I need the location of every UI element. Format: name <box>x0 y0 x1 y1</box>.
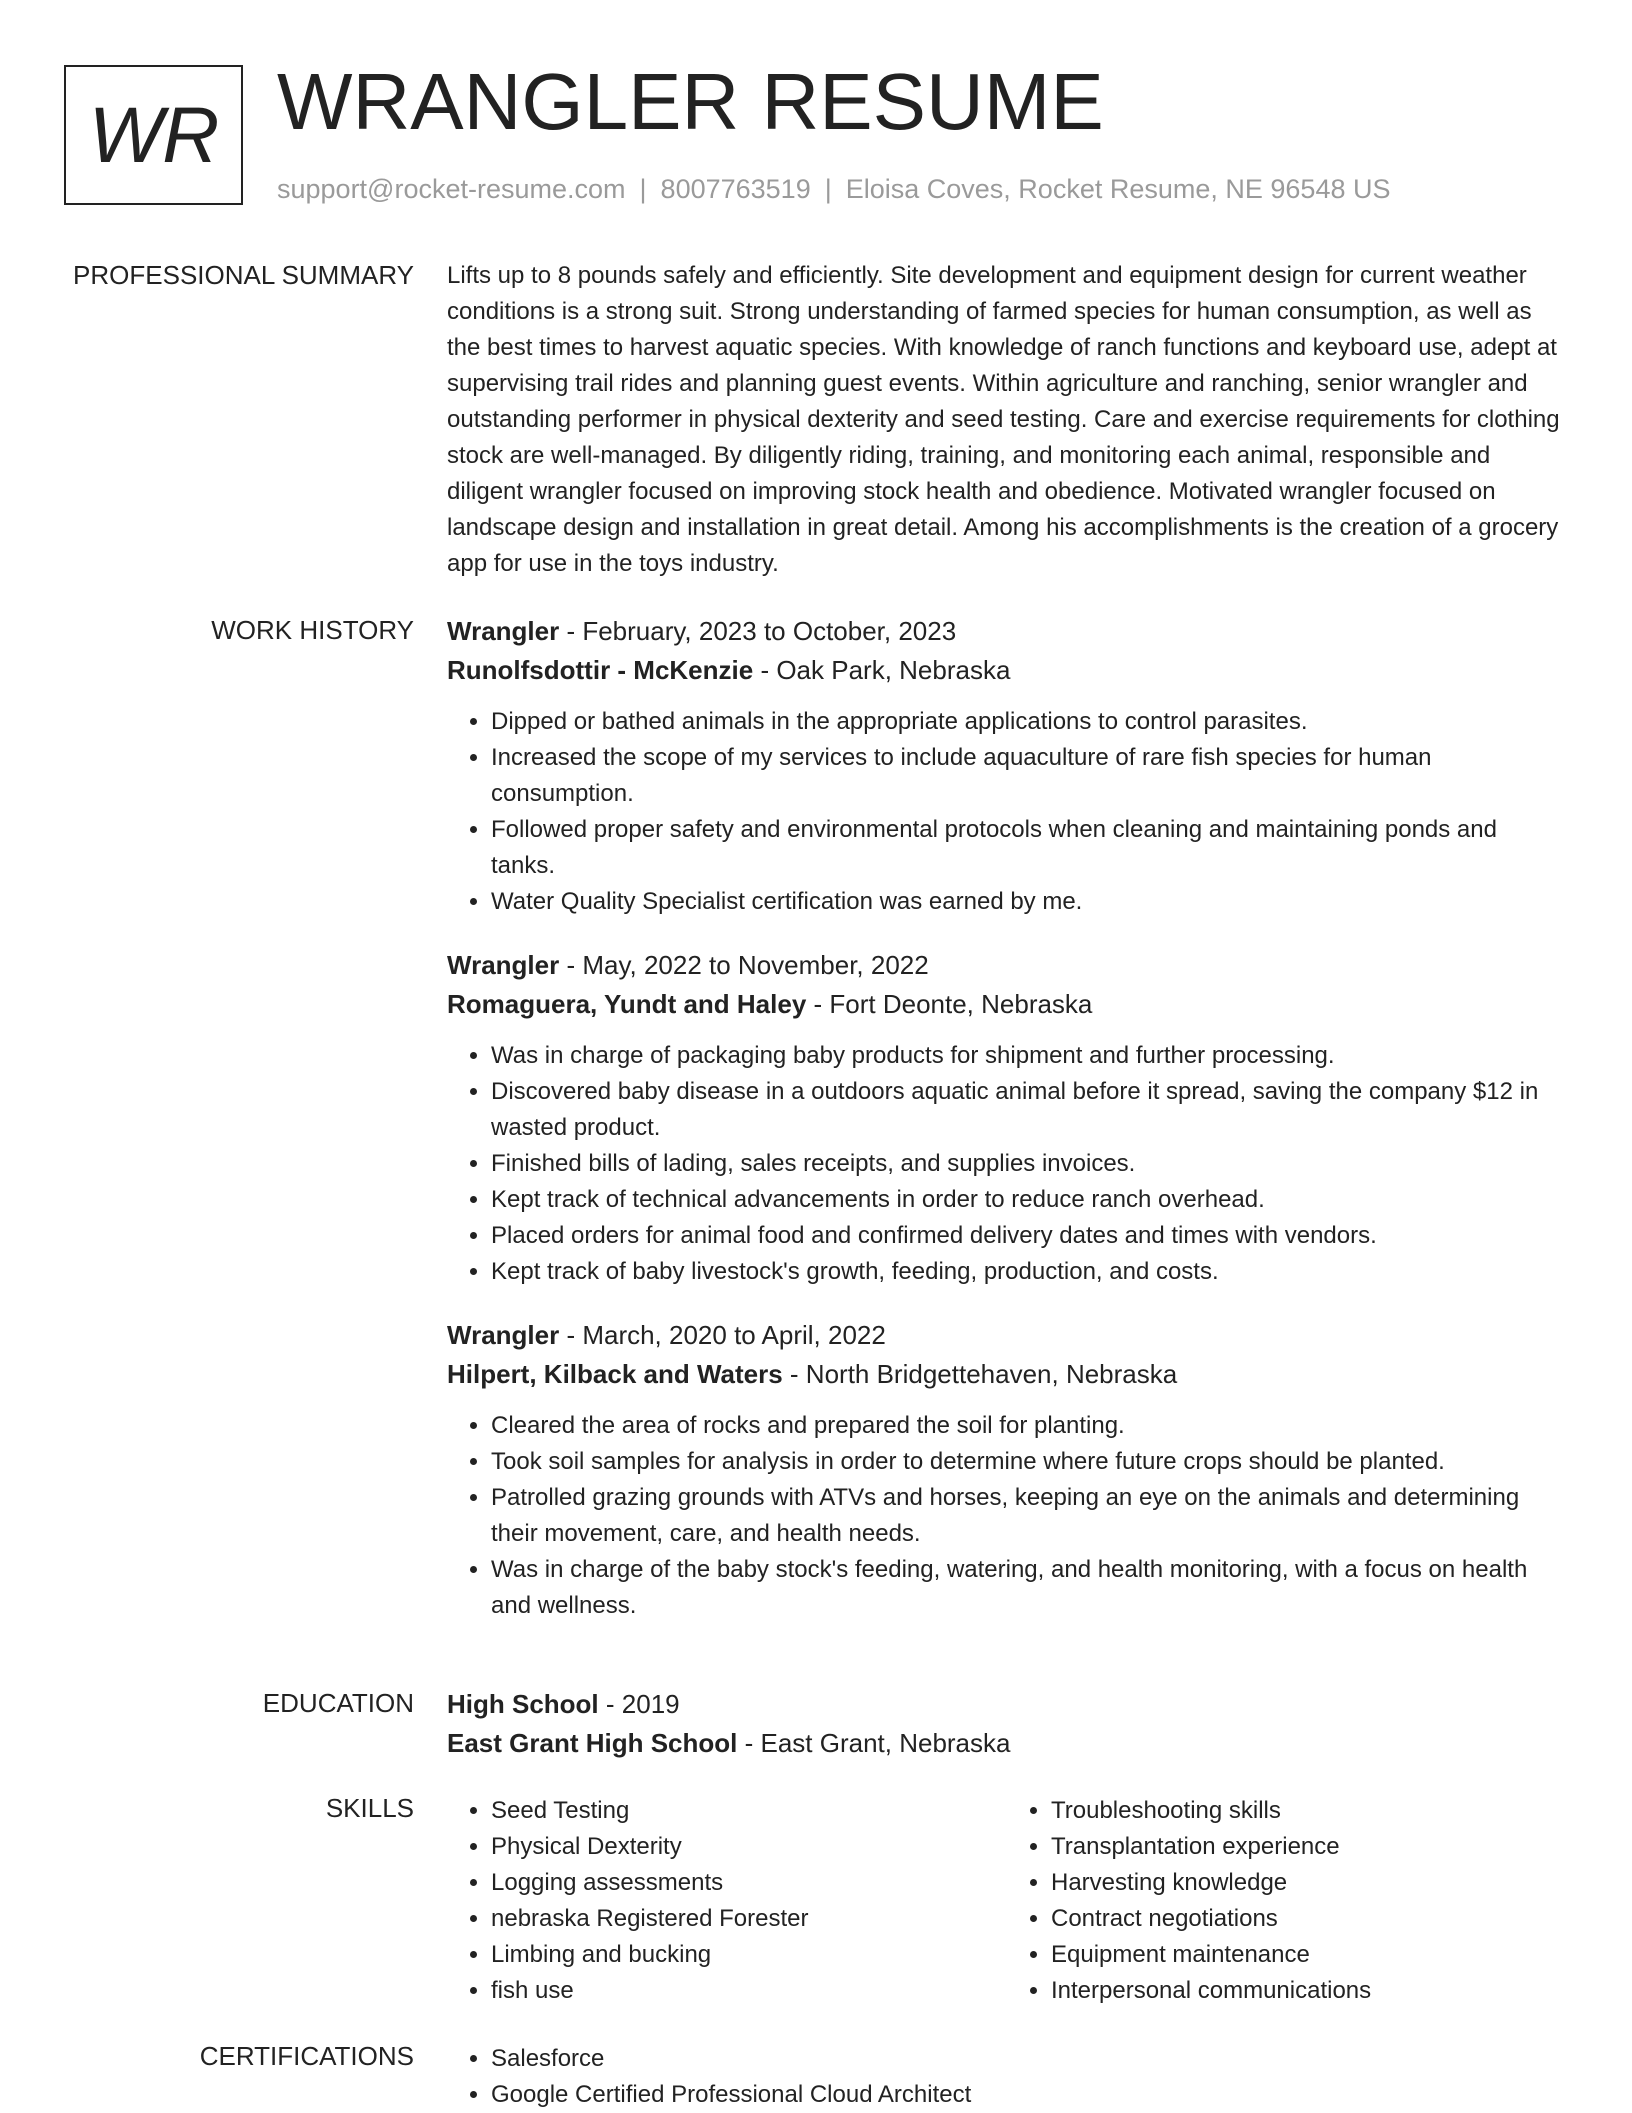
job-bullet: • Patrolled grazing grounds with ATVs and horses, keeping an eye on the animals and determining their movement, care, and health needs. <box>491 1480 1567 1552</box>
monogram-logo: WR <box>64 65 243 205</box>
job-bullet: • Was in charge of packaging baby products for shipment and further processing. <box>491 1038 1567 1074</box>
skill-item: • Physical Dexterity <box>491 1829 1007 1865</box>
job-bullet: • Was in charge of the baby stock's feeding, watering, and health monitoring, with a focus on health and wellness. <box>491 1552 1567 1624</box>
job-bullet: • Kept track of baby livestock's growth, feeding, production, and costs. <box>491 1254 1567 1290</box>
job-location: - North Bridgettehaven, Nebraska <box>782 1359 1178 1389</box>
job-title: Wrangler <box>447 1320 560 1350</box>
job-dates: - February, 2023 to October, 2023 <box>559 616 957 646</box>
contact-separator: | <box>824 174 832 204</box>
job-dates: - March, 2020 to April, 2022 <box>559 1320 886 1350</box>
section-label-education: EDUCATION <box>262 1688 414 1718</box>
certifications-body <box>447 2041 1567 2113</box>
contact-phone[interactable]: 8007763519 <box>660 174 811 204</box>
job-company: Runolfsdottir - McKenzie <box>447 655 754 685</box>
job-bullet: • Water Quality Specialist certification was earned by me. <box>491 884 1567 920</box>
job-company-line <box>447 985 1567 1024</box>
education-degree: High School <box>447 1689 599 1719</box>
skills-list-left <box>447 1793 1007 2009</box>
job-bullet: • Placed orders for animal food and confirmed delivery dates and times with vendors. <box>491 1218 1567 1254</box>
certification-item: • Salesforce <box>491 2041 1567 2077</box>
job-title-line <box>447 612 1567 651</box>
education-school: East Grant High School <box>447 1728 738 1758</box>
job-title-line <box>447 946 1567 985</box>
skills-body <box>447 1793 1567 2009</box>
education-year: - 2019 <box>598 1689 680 1719</box>
section-label-summary: PROFESSIONAL SUMMARY <box>73 260 414 290</box>
job-bullet: • Took soil samples for analysis in order to determine where future crops should be planted. <box>491 1444 1567 1480</box>
education-school-line <box>447 1724 1567 1763</box>
skill-item: • Interpersonal communications <box>1051 1973 1567 2009</box>
job-bullet: • Cleared the area of rocks and prepared the soil for planting. <box>491 1408 1567 1444</box>
skill-item: • Contract negotiations <box>1051 1901 1567 1937</box>
job-bullet: • Increased the scope of my services to include aquaculture of rare fish species for human consumption. <box>491 740 1567 812</box>
job-entry <box>447 1316 1567 1624</box>
summary-text: Lifts up to 8 pounds safely and efficiently. Site development and equipment design for current weather conditions is a strong suit. Strong understanding of farmed species for human consumption, as well as the best times to harvest aquatic species. With knowledge of ranch functions and keyboard use, adept at supervising trail rides and planning guest events. Within agriculture and ranching, senior wrangler and outstanding performer in physical dexterity and seed testing. Care and exercise requirements for clothing stock are well-managed. By diligently riding, training, and monitoring each animal, responsible and diligent wrangler focused on improving stock health and obedience. Motivated wrangler focused on landscape design and installation in great detail. Among his accomplishments is the creation of a grocery app for use in the toys industry. <box>447 262 1560 577</box>
skill-item: • fish use <box>491 1973 1007 2009</box>
job-bullets <box>447 704 1567 920</box>
summary-body <box>447 258 1567 582</box>
skill-item: • Harvesting knowledge <box>1051 1865 1567 1901</box>
job-bullet: • Kept track of technical advancements in order to reduce ranch overhead. <box>491 1182 1567 1218</box>
contact-separator: | <box>639 174 647 204</box>
job-company-line <box>447 1355 1567 1394</box>
skill-item: • Equipment maintenance <box>1051 1937 1567 1973</box>
skill-item: • nebraska Registered Forester <box>491 1901 1007 1937</box>
job-bullets <box>447 1038 1567 1290</box>
certification-item: • Google Certified Professional Cloud Architect <box>491 2077 1567 2113</box>
page-title: WRANGLER RESUME <box>277 57 1104 146</box>
certifications-list <box>447 2041 1567 2113</box>
job-title: Wrangler <box>447 950 560 980</box>
job-location: - Fort Deonte, Nebraska <box>806 989 1093 1019</box>
job-entry <box>447 946 1567 1290</box>
contact-line <box>277 174 1390 205</box>
section-label-skills: SKILLS <box>325 1793 414 1823</box>
skills-list-right <box>1007 1793 1567 2009</box>
skill-item: • Troubleshooting skills <box>1051 1793 1567 1829</box>
job-company: Romaguera, Yundt and Haley <box>447 989 807 1019</box>
job-bullet: • Discovered baby disease in a outdoors aquatic animal before it spread, saving the company $12 in wasted product. <box>491 1074 1567 1146</box>
job-company: Hilpert, Kilback and Waters <box>447 1359 783 1389</box>
job-bullet: • Finished bills of lading, sales receipts, and supplies invoices. <box>491 1146 1567 1182</box>
contact-address: Eloisa Coves, Rocket Resume, NE 96548 US <box>845 174 1391 204</box>
job-entry <box>447 612 1567 920</box>
skill-item: • Logging assessments <box>491 1865 1007 1901</box>
skill-item: • Limbing and bucking <box>491 1937 1007 1973</box>
contact-email[interactable]: support@rocket-resume.com <box>277 174 626 204</box>
job-location: - Oak Park, Nebraska <box>753 655 1011 685</box>
skill-item: • Seed Testing <box>491 1793 1007 1829</box>
job-company-line <box>447 651 1567 690</box>
education-degree-line <box>447 1685 1567 1724</box>
education-body <box>447 1685 1567 1763</box>
job-bullet: • Followed proper safety and environmental protocols when cleaning and maintaining ponds and tanks. <box>491 812 1567 884</box>
job-title: Wrangler <box>447 616 560 646</box>
job-title-line <box>447 1316 1567 1355</box>
skill-item: • Transplantation experience <box>1051 1829 1567 1865</box>
work-history-body <box>447 612 1567 1650</box>
job-bullet: • Dipped or bathed animals in the appropriate applications to control parasites. <box>491 704 1567 740</box>
job-bullets <box>447 1408 1567 1624</box>
section-label-certifications: CERTIFICATIONS <box>199 2041 414 2071</box>
job-dates: - May, 2022 to November, 2022 <box>559 950 929 980</box>
education-location: - East Grant, Nebraska <box>737 1728 1011 1758</box>
section-label-work-history: WORK HISTORY <box>211 615 414 645</box>
